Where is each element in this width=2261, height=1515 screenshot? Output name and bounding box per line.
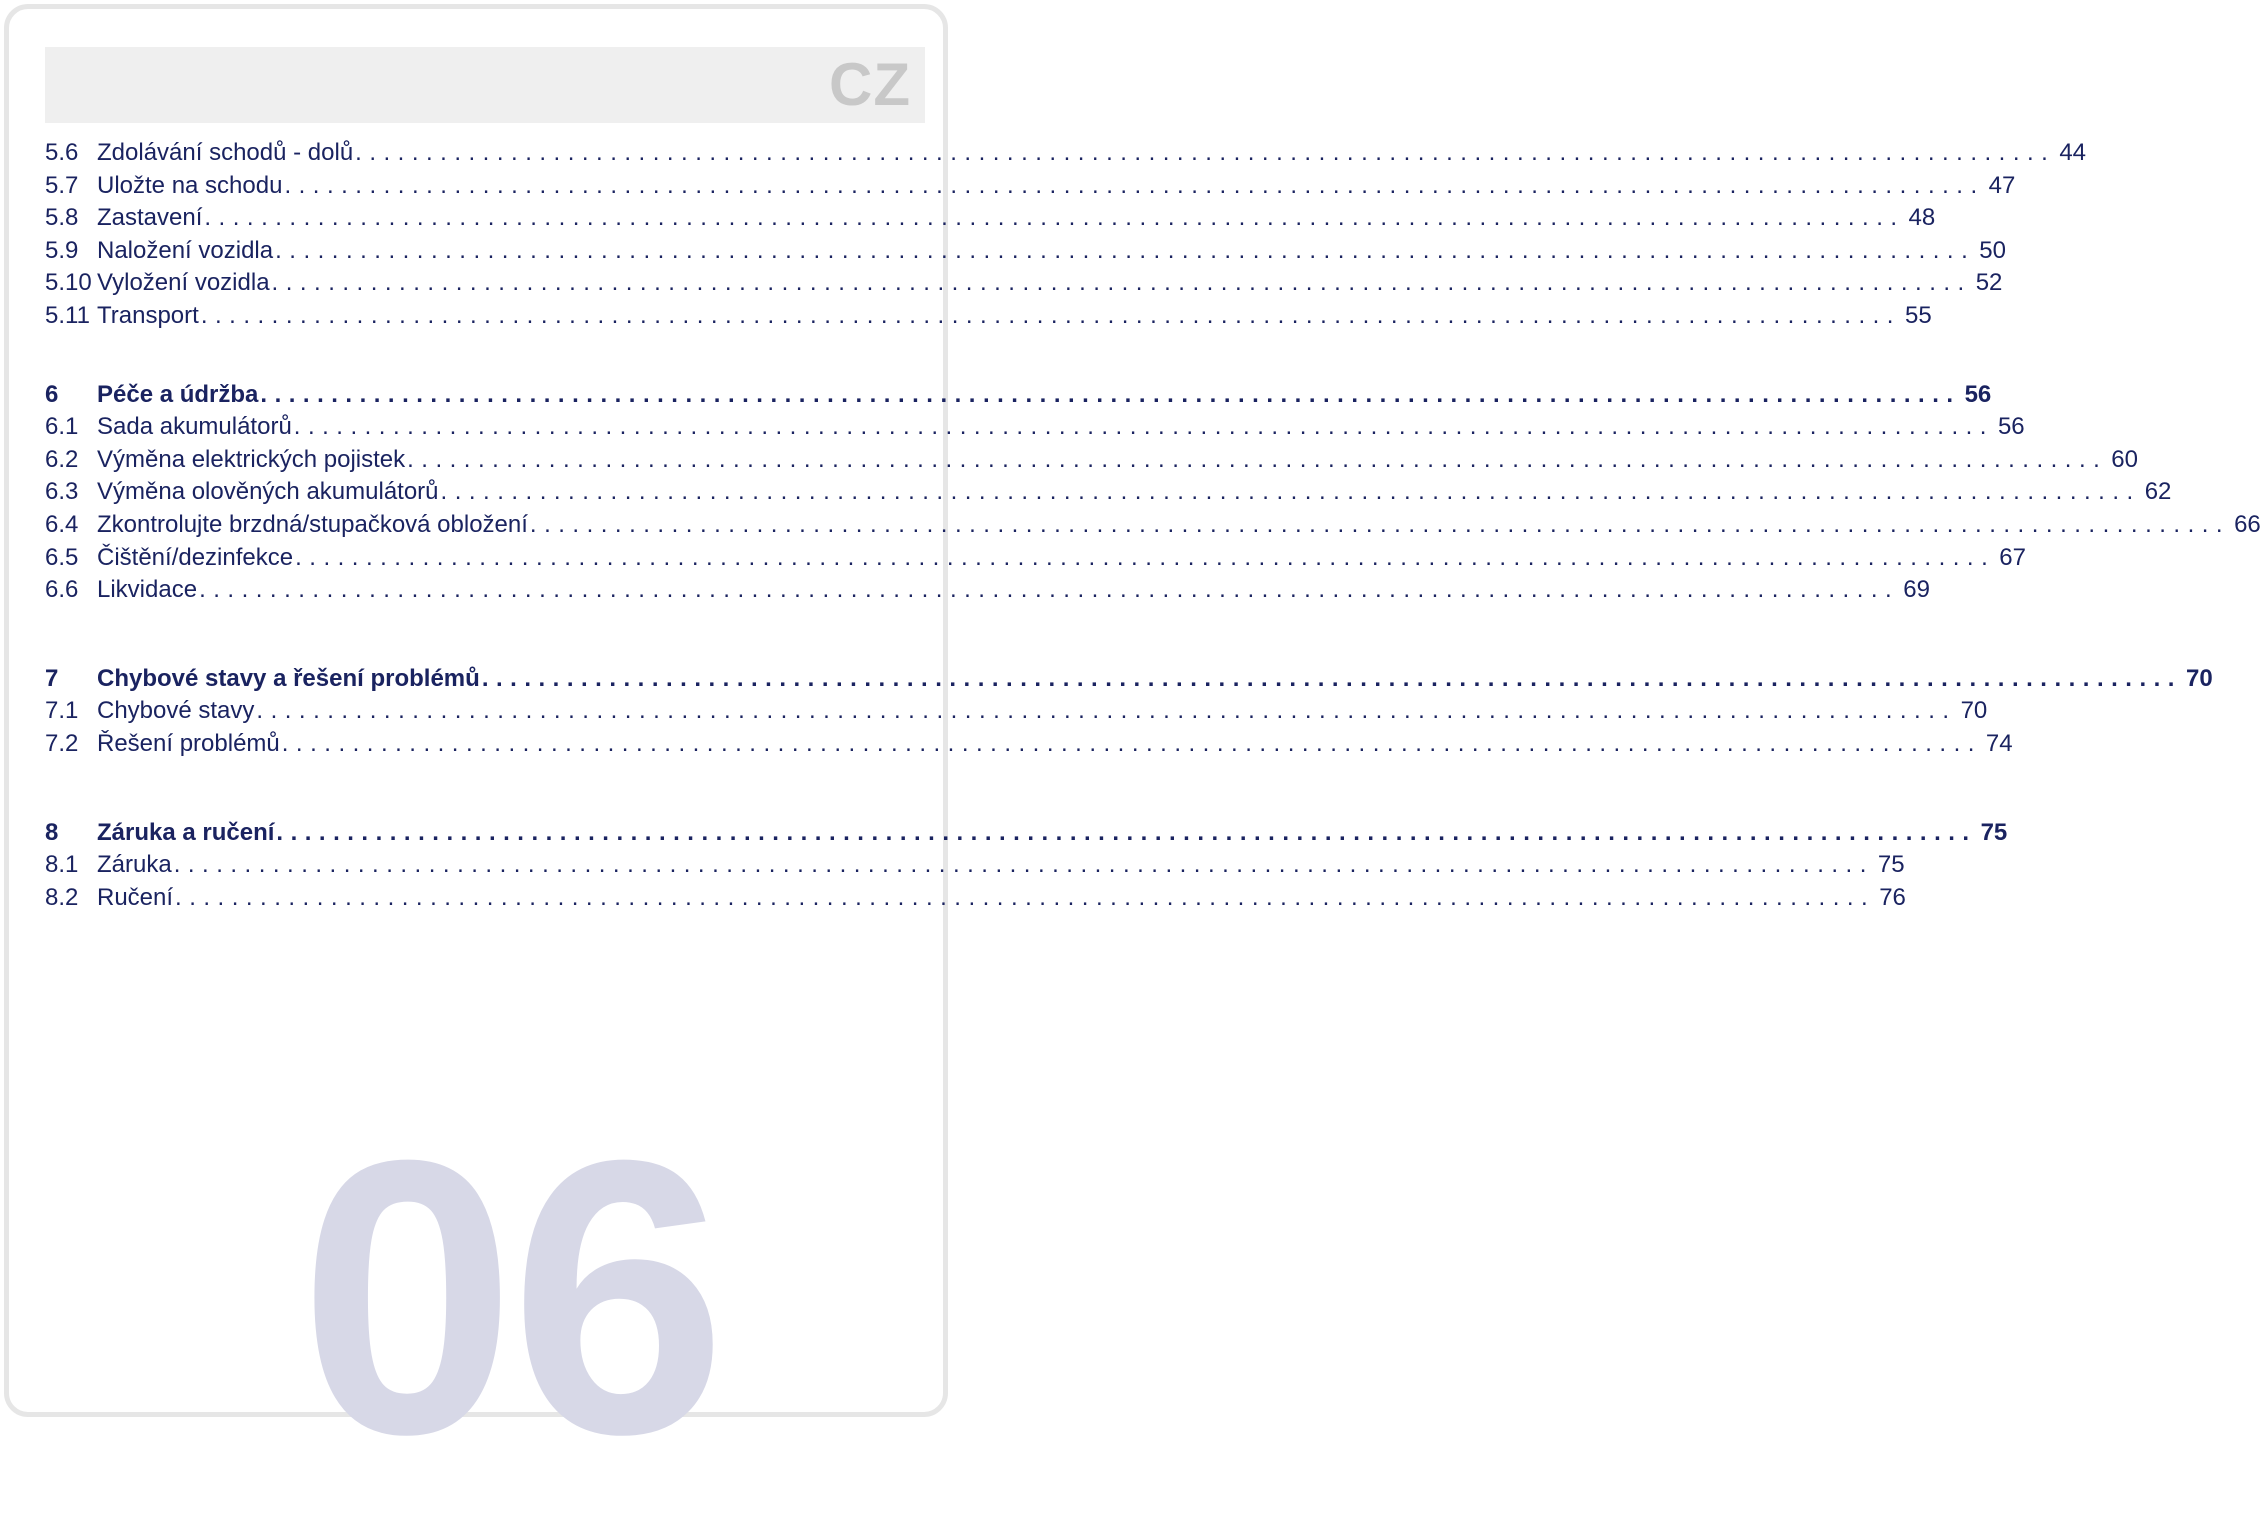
toc-dot-leader: ........................................................................................................................ <box>355 139 2056 166</box>
toc-entry-page: 75 <box>1980 818 2008 846</box>
toc-entry-page: 75 <box>1877 851 1905 879</box>
toc-entry-number: 8.2 <box>45 883 79 911</box>
toc-entry[interactable] <box>45 267 2003 300</box>
toc-dot-leader: ........................................................................................................................ <box>293 413 1994 441</box>
toc-entry-page: 52 <box>1975 269 2003 297</box>
toc-dot-leader: ........................................................................................................................ <box>284 171 1985 199</box>
toc-entry-number: 5.6 <box>45 139 79 166</box>
toc-group-7 <box>45 663 2213 761</box>
toc-entry-title: Transport <box>97 301 199 329</box>
toc-dot-leader: ........................................................................................................................ <box>529 510 2231 538</box>
toc-entry-page: 47 <box>1988 171 2016 199</box>
toc-entry-page: 56 <box>1997 413 2025 441</box>
toc-entry-title: Sada akumulátorů <box>97 413 292 441</box>
toc-entry-title: Výměna elektrických pojistek <box>97 445 406 473</box>
language-code: CZ <box>829 51 911 118</box>
toc-entry-page: 67 <box>1999 543 2026 571</box>
toc-entry-page: 70 <box>2185 664 2213 692</box>
toc-entry-page: 60 <box>2111 445 2138 473</box>
toc-entry-page: 76 <box>1879 883 1906 911</box>
toc-dot-leader: ........................................................................................................................ <box>173 851 1874 879</box>
toc-entry-number: 8 <box>45 818 59 846</box>
page-frame <box>4 4 2261 1515</box>
toc-entry-title: Naložení vozidla <box>97 236 274 264</box>
toc-entry-title: Zkontrolujte brzdná/stupačková obložení <box>97 510 528 538</box>
toc-dot-leader: ........................................................................................................................ <box>440 478 2141 506</box>
toc-entry-title: Záruka <box>97 851 172 879</box>
toc-entry-number: 5.9 <box>45 236 79 264</box>
toc-entry-number: 8.1 <box>45 851 79 879</box>
toc-dot-leader: ........................................................................................................................ <box>275 236 1976 264</box>
toc-dot-leader: ........................................................................................................................ <box>175 883 1876 911</box>
toc-entry-number: 6.5 <box>45 543 79 571</box>
toc-entry[interactable] <box>45 542 2026 575</box>
table-of-contents <box>45 137 2261 914</box>
toc-entry-page: 66 <box>2234 510 2261 538</box>
toc-entry[interactable] <box>45 728 2013 761</box>
toc-entry-number: 6.2 <box>45 445 79 473</box>
toc-dot-leader: ........................................................................................................................ <box>200 301 1901 329</box>
toc-entry[interactable] <box>45 170 2016 203</box>
toc-entry[interactable] <box>45 882 1906 915</box>
toc-entry[interactable] <box>45 574 1930 607</box>
toc-group-5 <box>45 137 2087 333</box>
toc-entry-number: 6.3 <box>45 478 79 506</box>
toc-entry[interactable] <box>45 202 1936 235</box>
toc-entry-page: 69 <box>1903 576 1930 604</box>
toc-entry-page: 50 <box>1979 236 2006 264</box>
toc-dot-leader: ........................................................................................................................ <box>204 204 1905 232</box>
toc-dot-leader: ........................................................................................................................ <box>276 818 1977 846</box>
toc-entry-title: Řešení problémů <box>97 729 280 757</box>
toc-entry[interactable] <box>45 444 2138 477</box>
toc-entry-page: 44 <box>2059 139 2087 166</box>
section-number: 06 <box>299 1079 721 1515</box>
toc-entry-number: 6.4 <box>45 510 79 538</box>
toc-entry-title: Uložte na schodu <box>97 171 283 199</box>
toc-entry-number: 6.1 <box>45 413 79 441</box>
toc-entry[interactable] <box>45 476 2172 509</box>
toc-entry-page: 74 <box>1985 729 2013 757</box>
toc-dot-leader: ........................................................................................................................ <box>281 729 1982 757</box>
language-header <box>45 47 925 123</box>
toc-dot-leader: ........................................................................................................................ <box>256 697 1957 725</box>
toc-entry-number: 6 <box>45 380 59 408</box>
toc-entry-title: Čištění/dezinfekce <box>97 543 294 571</box>
toc-group-8 <box>45 817 2008 915</box>
toc-chapter-entry[interactable] <box>45 663 2213 696</box>
toc-entry-number: 5.10 <box>45 269 92 297</box>
toc-dot-leader: ........................................................................................................................ <box>295 543 1996 571</box>
toc-entry[interactable] <box>45 849 1905 882</box>
toc-entry-number: 5.11 <box>45 301 90 329</box>
toc-entry-number: 6.6 <box>45 576 79 604</box>
toc-entry-title: Chybové stavy a řešení problémů <box>97 664 480 692</box>
toc-dot-leader: ........................................................................................................................ <box>271 269 1972 297</box>
toc-chapter-entry[interactable] <box>45 379 1992 412</box>
toc-entry[interactable] <box>45 137 2087 170</box>
toc-entry-number: 7 <box>45 664 59 692</box>
toc-entry[interactable] <box>45 411 2025 444</box>
toc-entry-page: 62 <box>2144 478 2172 506</box>
toc-entry-number: 5.8 <box>45 204 79 232</box>
toc-entry-number: 7.2 <box>45 729 79 757</box>
toc-entry-number: 7.1 <box>45 697 79 725</box>
toc-entry-number: 5.7 <box>45 171 79 199</box>
toc-entry-page: 48 <box>1908 204 1936 232</box>
toc-entry-title: Záruka a ručení <box>97 818 275 846</box>
toc-entry-title: Likvidace <box>97 576 198 604</box>
toc-entry[interactable] <box>45 509 2261 542</box>
toc-entry-title: Vyložení vozidla <box>97 269 270 297</box>
toc-entry[interactable] <box>45 695 1988 728</box>
toc-entry-title: Výměna olověných akumulátorů <box>97 478 439 506</box>
toc-dot-leader: ........................................................................................................................ <box>407 445 2108 473</box>
toc-entry[interactable] <box>45 300 1932 333</box>
toc-entry[interactable] <box>45 235 2006 268</box>
toc-entry-title: Péče a údržba <box>97 380 259 408</box>
toc-group-6 <box>45 379 2261 607</box>
toc-dot-leader: ........................................................................................................................ <box>199 576 1900 604</box>
toc-entry-title: Chybové stavy <box>97 697 255 725</box>
toc-entry-page: 56 <box>1964 380 1992 408</box>
toc-entry-title: Ručení <box>97 883 174 911</box>
toc-dot-leader: ........................................................................................................................ <box>260 380 1961 408</box>
toc-entry-page: 55 <box>1904 301 1932 329</box>
toc-entry-page: 70 <box>1960 697 1988 725</box>
toc-dot-leader: ........................................................................................................................ <box>481 664 2182 692</box>
toc-entry-title: Zastavení <box>97 204 203 232</box>
toc-entry-title: Zdolávání schodů - dolů <box>97 139 354 166</box>
toc-chapter-entry[interactable] <box>45 817 2008 850</box>
